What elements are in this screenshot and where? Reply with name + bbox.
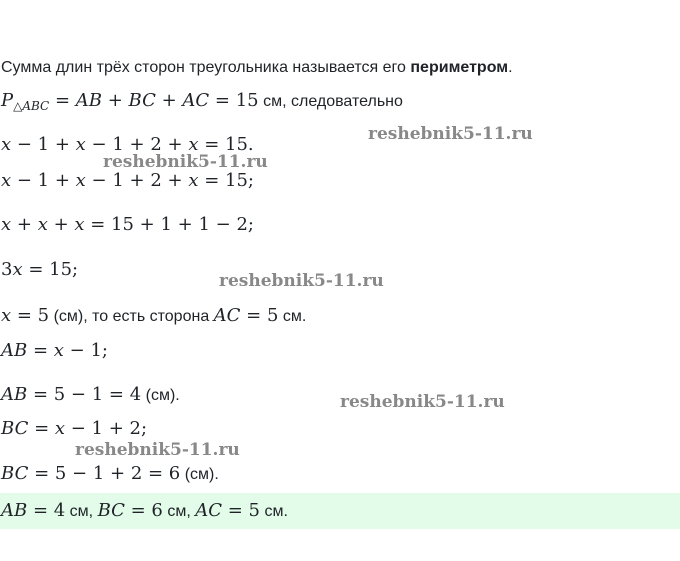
answer-unit-3: см. xyxy=(260,503,288,520)
equation-4: 3x = 15; xyxy=(1,259,79,280)
ab-formula: AB = x − 1; xyxy=(1,340,108,361)
watermark: reshebnik5-11.ru xyxy=(219,271,384,291)
answer-ab: AB = 4 xyxy=(1,500,66,521)
bc-value-math: BC = 5 − 1 + 2 = 6 xyxy=(1,463,181,484)
equation-2: x − 1 + x − 1 + 2 + x = 15; xyxy=(1,170,254,191)
bc-value-unit: (см). xyxy=(180,466,219,483)
answer-unit-2: см, xyxy=(162,503,196,520)
equation-1: x − 1 + x − 1 + 2 + x = 15. xyxy=(1,134,254,155)
watermark: reshebnik5-11.ru xyxy=(103,152,268,172)
watermark: reshebnik5-11.ru xyxy=(368,124,533,144)
equation-3: x + x + x = 15 + 1 + 1 − 2; xyxy=(1,214,254,235)
intro-line xyxy=(1,56,513,79)
perimeter-symbol: P xyxy=(1,90,14,111)
perimeter-line xyxy=(1,90,403,117)
ac-unit: см. xyxy=(278,308,307,325)
answer-ac: AC = 5 xyxy=(195,500,260,521)
intro-text: Сумма длин трёх сторон треугольника называется его xyxy=(1,59,411,76)
ab-value-line xyxy=(1,384,180,407)
perimeter-text: см, следовательно xyxy=(258,93,403,110)
bc-value-line xyxy=(1,463,219,486)
x-value: x = 5 xyxy=(1,305,50,326)
perimeter-formula: = AB + BC + AC = 15 xyxy=(49,90,259,111)
ac-value: AC = 5 xyxy=(213,305,279,326)
watermark: reshebnik5-11.ru xyxy=(340,392,505,412)
perimeter-subscript: △ABC xyxy=(13,99,50,113)
answer-bc: BC = 6 xyxy=(97,500,163,521)
watermark: reshebnik5-11.ru xyxy=(75,440,240,460)
x-text: (см), то есть сторона xyxy=(49,308,214,325)
ab-value-unit: (см). xyxy=(141,387,180,404)
ab-value-math: AB = 5 − 1 = 4 xyxy=(1,384,142,405)
answer-line xyxy=(1,500,288,523)
bc-formula: BC = x − 1 + 2; xyxy=(1,418,148,439)
intro-bold-term: периметром xyxy=(410,59,509,76)
intro-period: . xyxy=(508,59,513,76)
solution-x-line xyxy=(1,305,306,328)
answer-unit-1: см, xyxy=(65,503,98,520)
